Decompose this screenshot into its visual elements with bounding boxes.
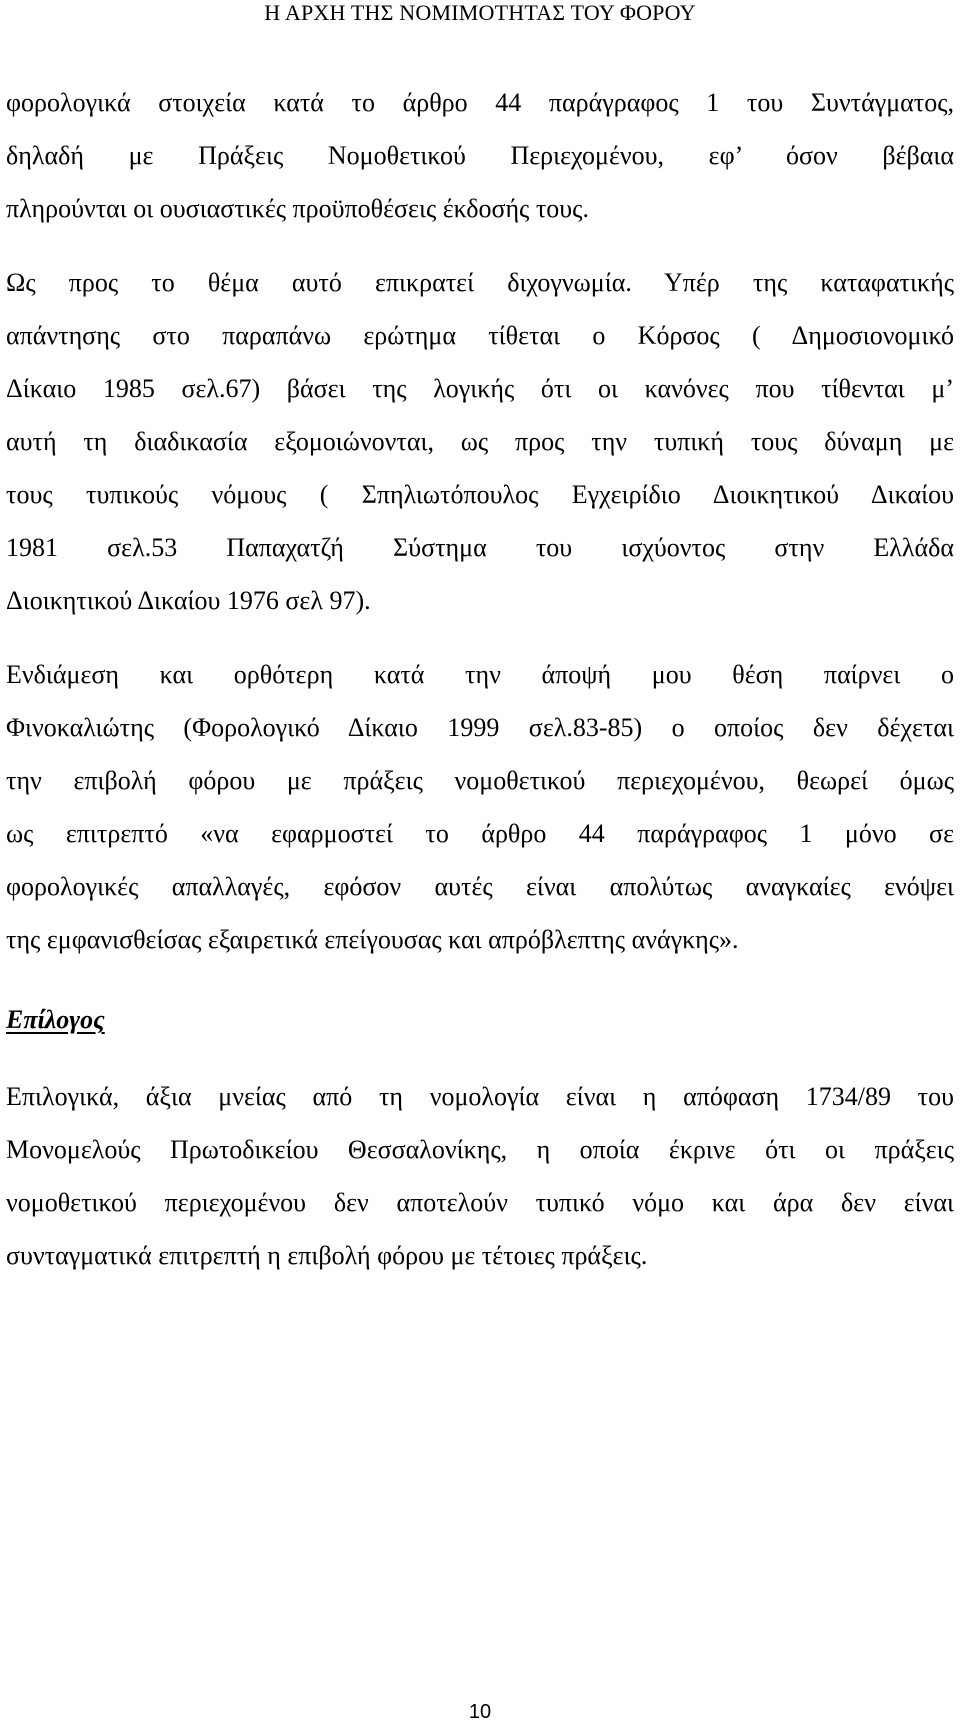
page-number: 10 xyxy=(468,1701,492,1723)
section-heading-epilogue: Επίλογος xyxy=(6,1005,105,1034)
body-text-line: Φινοκαλιώτης (Φορολογικό Δίκαιο 1999 σελ.83-85) ο οποίος δεν δέχεται xyxy=(6,713,954,742)
body-text-line: συνταγματικά επιτρεπτή η επιβολή φόρου με τέτοιες πράξεις. xyxy=(6,1241,648,1270)
body-text-line: Επιλογικά, άξια μνείας από τη νομολογία είναι η απόφαση 1734/89 του xyxy=(6,1082,954,1111)
body-text-line: αυτή τη διαδικασία εξομοιώνονται, ως προς την τυπική τους δύναμη με xyxy=(6,427,954,456)
body-text-line: Δίκαιο 1985 σελ.67) βάσει της λογικής ότι οι κανόνες που τίθενται μ’ xyxy=(6,374,954,403)
body-text-line: ως επιτρεπτό «να εφαρμοστεί το άρθρο 44 παράγραφος 1 μόνο σε xyxy=(6,819,954,848)
body-text-line: απάντησης στο παραπάνω ερώτημα τίθεται ο Κόρσος ( Δημοσιονομικό xyxy=(6,321,954,350)
body-text-line: φορολογικά στοιχεία κατά το άρθρο 44 παράγραφος 1 του Συντάγματος, xyxy=(6,88,954,117)
body-text-line: Μονομελούς Πρωτοδικείου Θεσσαλονίκης, η οποία έκρινε ότι οι πράξεις xyxy=(6,1135,954,1164)
body-text-line: νομοθετικού περιεχομένου δεν αποτελούν τυπικό νόμο και άρα δεν είναι xyxy=(6,1188,954,1217)
body-text-line: 1981 σελ.53 Παπαχατζή Σύστημα του ισχύοντος στην Ελλάδα xyxy=(6,533,954,562)
body-text-line: δηλαδή με Πράξεις Νομοθετικού Περιεχομένου, εφ’ όσον βέβαια xyxy=(6,141,954,170)
body-text-line: πληρούνται οι ουσιαστικές προϋποθέσεις έκδοσής τους. xyxy=(6,194,589,223)
body-text-line: φορολογικές απαλλαγές, εφόσον αυτές είναι απολύτως αναγκαίες ενόψει xyxy=(6,872,954,901)
body-text-line: Διοικητικού Δικαίου 1976 σελ 97). xyxy=(6,586,371,615)
body-text-line: την επιβολή φόρου με πράξεις νομοθετικού περιεχομένου, θεωρεί όμως xyxy=(6,766,954,795)
body-text-line: της εμφανισθείσας εξαιρετικά επείγουσας και απρόβλεπτης ανάγκης». xyxy=(6,925,739,954)
body-text-line: τους τυπικούς νόμους ( Σπηλιωτόπουλος Εγχειρίδιο Διοικητικού Δικαίου xyxy=(6,480,954,509)
body-text-line: Ως προς το θέμα αυτό επικρατεί διχογνωμία. Υπέρ της καταφατικής xyxy=(6,268,954,297)
running-header: Η ΑΡΧΗ ΤΗΣ ΝΟΜΙΜΟΤΗΤΑΣ ΤΟΥ ΦΟΡΟΥ xyxy=(264,0,696,25)
body-text-line: Ενδιάμεση και ορθότερη κατά την άποψή μου θέση παίρνει ο xyxy=(6,660,954,689)
